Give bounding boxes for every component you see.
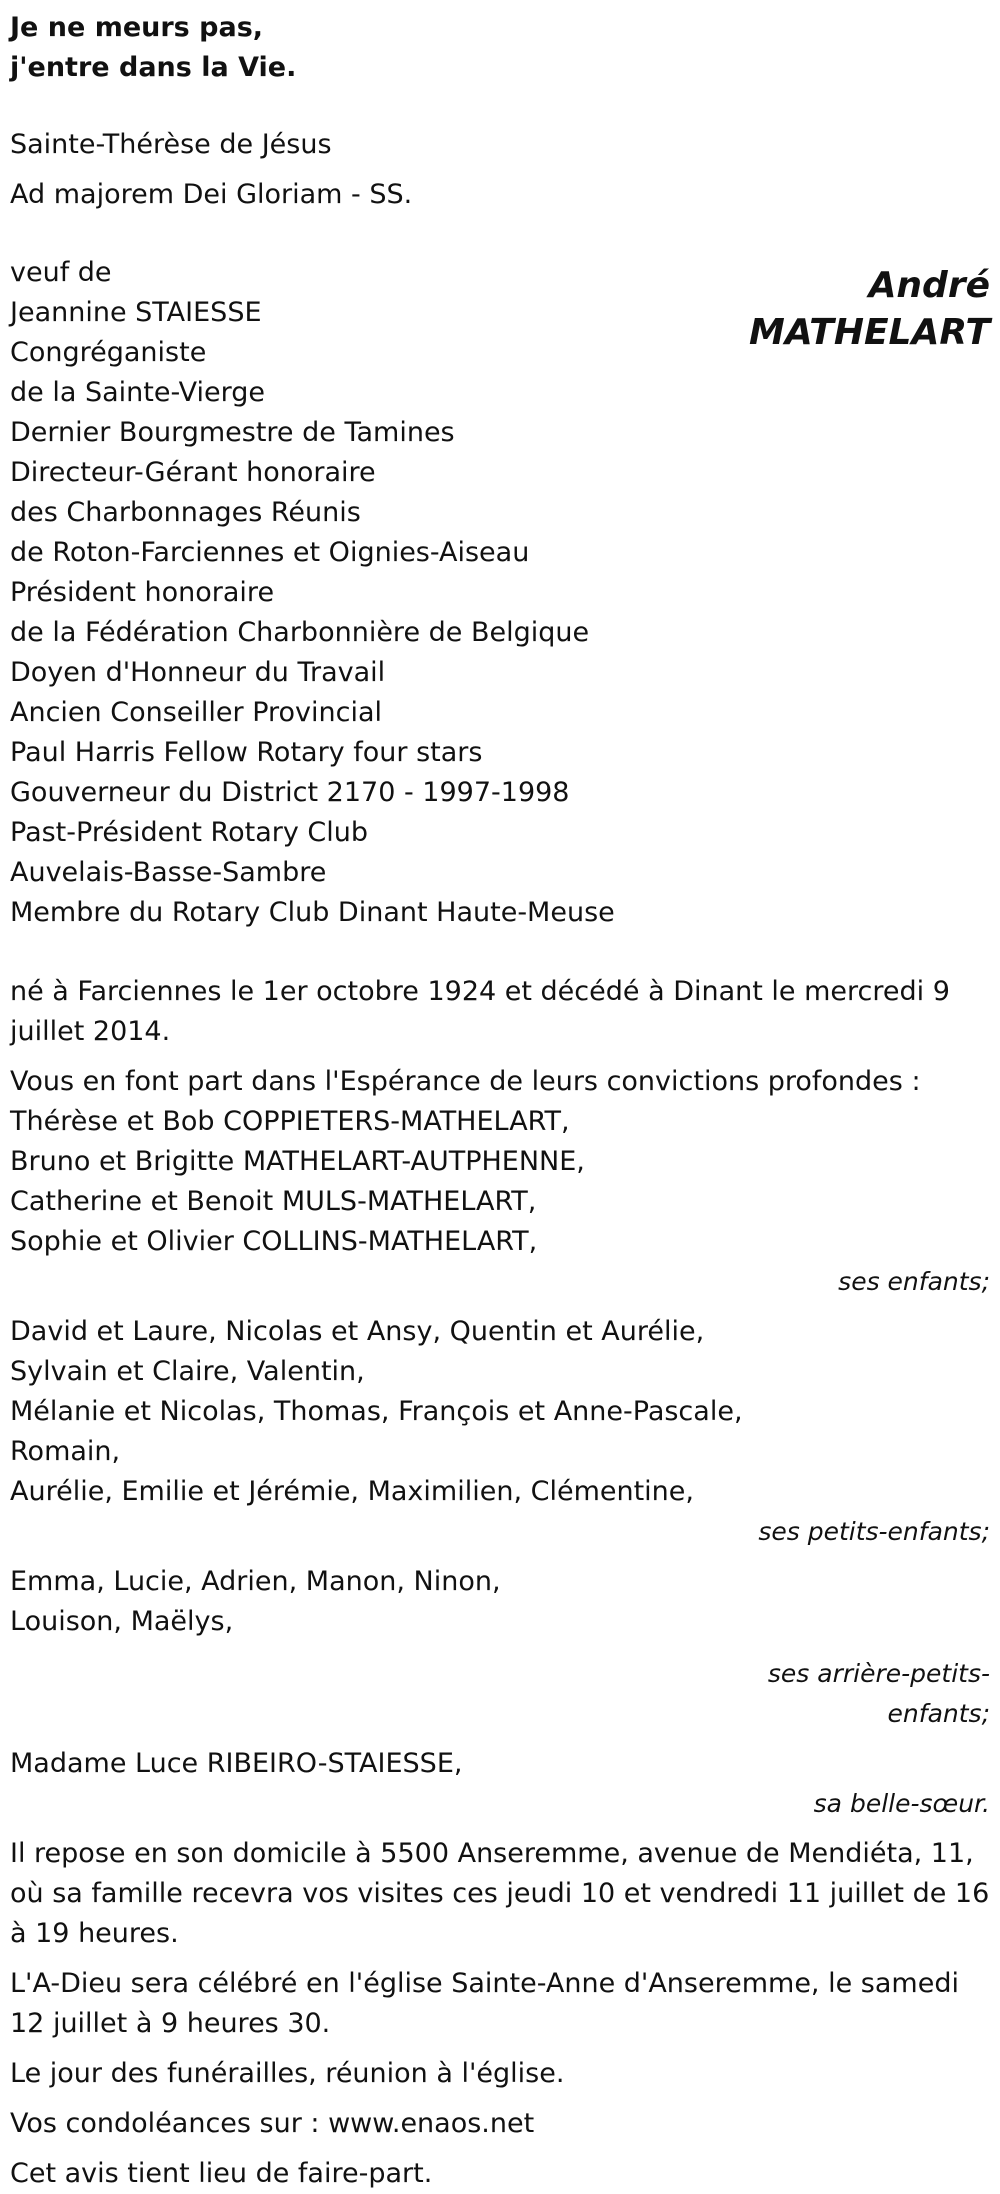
child-line: Catherine et Benoit MULS-MATHELART, bbox=[10, 1186, 537, 1217]
quote-motto: Ad majorem Dei Gloriam - SS. bbox=[10, 179, 413, 210]
child-line: Bruno et Brigitte MATHELART-AUTPHENNE, bbox=[10, 1146, 585, 1177]
great-grandchildren-block bbox=[10, 1562, 990, 1734]
funeral-day-text: Le jour des funérailles, réunion à l'église. bbox=[10, 2058, 565, 2089]
title-line: Past-Président Rotary Club bbox=[10, 817, 369, 848]
great-grandchild-line: Emma, Lucie, Adrien, Manon, Ninon, bbox=[10, 1566, 501, 1597]
title-line: Congréganiste bbox=[10, 337, 207, 368]
quote-line-2: j'entre dans la Vie. bbox=[10, 52, 297, 83]
title-line: de la Sainte-Vierge bbox=[10, 377, 265, 408]
sister-in-law-block bbox=[10, 1744, 990, 1824]
title-line: Jeannine STAIESSE bbox=[10, 297, 262, 328]
title-line: de Roton-Farciennes et Oignies-Aiseau bbox=[10, 537, 530, 568]
deceased-last-name: MATHELART bbox=[749, 312, 990, 353]
title-line: de la Fédération Charbonnière de Belgique bbox=[10, 617, 590, 648]
quote-line-1: Je ne meurs pas, bbox=[10, 12, 264, 43]
title-line: Doyen d'Honneur du Travail bbox=[10, 657, 386, 688]
great-grandchild-line: Louison, Maëlys, bbox=[10, 1606, 234, 1637]
attribution-block bbox=[10, 125, 990, 215]
grandchild-line: Aurélie, Emilie et Jérémie, Maximilien, Clémentine, bbox=[10, 1476, 694, 1507]
deceased-name bbox=[749, 262, 990, 356]
birth-death-text: né à Farciennes le 1er octobre 1924 et décédé à Dinant le mercredi 9 juillet 2014. bbox=[10, 976, 950, 1047]
title-line: Auvelais-Basse-Sambre bbox=[10, 857, 327, 888]
grandchildren-block bbox=[10, 1312, 990, 1552]
title-line: des Charbonnages Réunis bbox=[10, 497, 361, 528]
child-line: Thérèse et Bob COPPIETERS-MATHELART, bbox=[10, 1106, 570, 1137]
grandchild-line: David et Laure, Nicolas et Ansy, Quentin et Aurélie, bbox=[10, 1316, 705, 1347]
great-grandchildren-label-2: enfants; bbox=[887, 1699, 990, 1728]
title-line: veuf de bbox=[10, 257, 112, 288]
rest-text: Il repose en son domicile à 5500 Anseremme, avenue de Mendiéta, 11, où sa famille recevra vos visites ces jeudi 10 et vendredi 11 juillet de 16 à 19 heures. bbox=[10, 1838, 990, 1949]
grandchild-line: Sylvain et Claire, Valentin, bbox=[10, 1356, 365, 1387]
great-grandchildren-label-1: ses arrière-petits- bbox=[767, 1659, 990, 1688]
title-line: Gouverneur du District 2170 - 1997-1998 bbox=[10, 777, 570, 808]
notice-text: Cet avis tient lieu de faire-part. bbox=[10, 2158, 433, 2189]
sister-in-law-label: sa belle-sœur. bbox=[813, 1789, 990, 1818]
title-line: Paul Harris Fellow Rotary four stars bbox=[10, 737, 483, 768]
quote-block bbox=[10, 0, 990, 88]
children-block bbox=[10, 1062, 990, 1302]
title-line: Président honoraire bbox=[10, 577, 275, 608]
title-line: Membre du Rotary Club Dinant Haute-Meuse bbox=[10, 897, 615, 928]
deceased-first-name: André bbox=[868, 265, 990, 306]
quote-author: Sainte-Thérèse de Jésus bbox=[10, 129, 332, 160]
ceremony-text: L'A-Dieu sera célébré en l'église Sainte-Anne d'Anseremme, le samedi 12 juillet à 9 heures 30. bbox=[10, 1968, 959, 2039]
children-label: ses enfants; bbox=[838, 1267, 990, 1296]
grandchildren-label: ses petits-enfants; bbox=[758, 1517, 990, 1546]
title-line: Directeur-Gérant honoraire bbox=[10, 457, 376, 488]
title-line: Dernier Bourgmestre de Tamines bbox=[10, 417, 455, 448]
title-line: Ancien Conseiller Provincial bbox=[10, 697, 383, 728]
grandchild-line: Mélanie et Nicolas, Thomas, François et Anne-Pascale, bbox=[10, 1396, 743, 1427]
condolences-text: Vos condoléances sur : www.enaos.net bbox=[10, 2108, 535, 2139]
child-line: Sophie et Olivier COLLINS-MATHELART, bbox=[10, 1226, 538, 1257]
sister-in-law-name: Madame Luce RIBEIRO-STAIESSE, bbox=[10, 1748, 463, 1779]
announcement-text: Vous en font part dans l'Espérance de leurs convictions profondes : bbox=[10, 1066, 921, 1097]
grandchild-line: Romain, bbox=[10, 1436, 121, 1467]
